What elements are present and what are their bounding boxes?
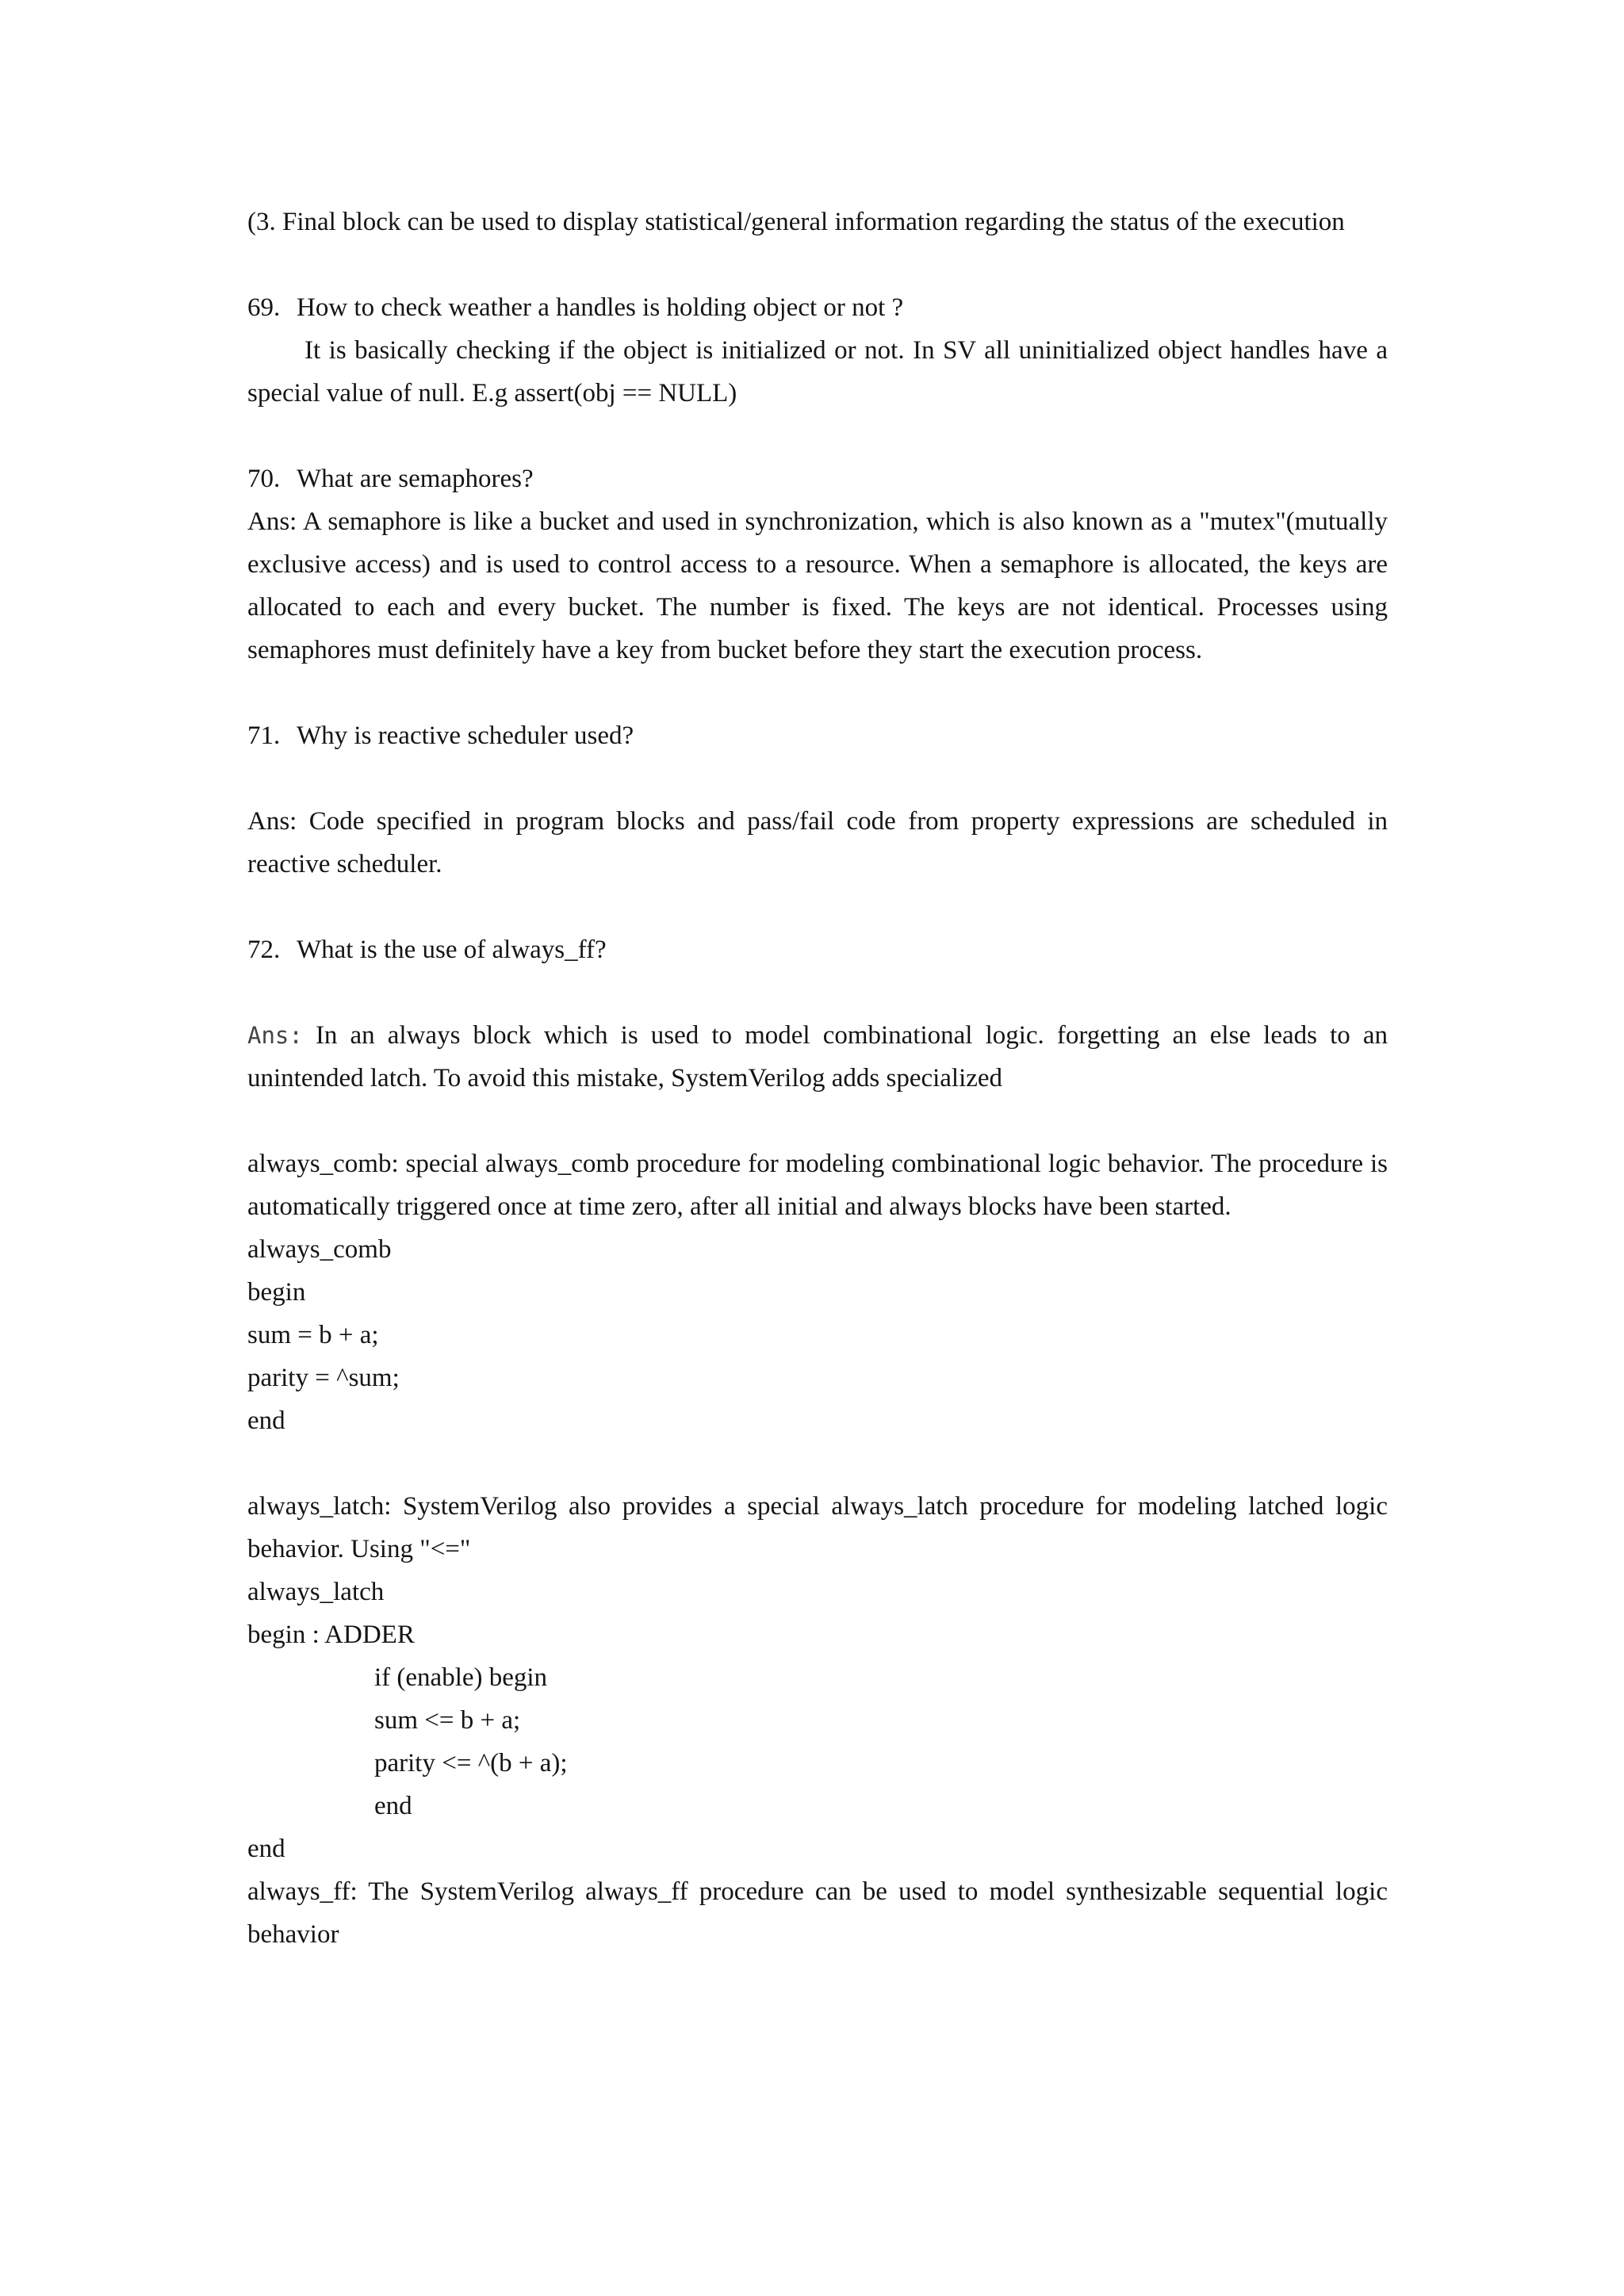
- spacer: [247, 243, 1388, 286]
- document-page: [247, 201, 1388, 1956]
- code-line: sum <= b + a;: [374, 1706, 521, 1735]
- question-text: What are semaphores?: [297, 465, 534, 493]
- spacer: [247, 971, 1388, 1014]
- code-line: end: [247, 1406, 285, 1435]
- spacer: [247, 1442, 1388, 1485]
- answer-70: Ans: A semaphore is like a bucket and used in synchronization, which is also known as a "mutex"(mutually exclusive access) and is used to control access to a resource. When a semaphore is allocated, the keys are allocated to each and every bucket. The number is fixed. The keys are not identical. Processes using semaphores must definitely have a key from bucket before they start the execution process.: [247, 507, 1388, 664]
- spacer: [247, 757, 1388, 800]
- question-69: [247, 286, 1388, 329]
- question-number: 71.: [247, 721, 281, 750]
- code-line: always_comb: [247, 1235, 392, 1264]
- answer-72: [247, 1014, 1388, 1100]
- question-number: 72.: [247, 936, 281, 964]
- code-line: parity <= ^(b + a);: [374, 1749, 568, 1777]
- question-text: How to check weather a handles is holding object or not ?: [297, 293, 904, 322]
- question-71: [247, 714, 1388, 757]
- answer-71: Ans: Code specified in program blocks and pass/fail code from property expressions are scheduled in reactive scheduler.: [247, 807, 1388, 878]
- question-70: [247, 457, 1388, 500]
- answer-text: In an always block which is used to model combinational logic. forgetting an else leads to an unintended latch. To avoid this mistake, SystemVerilog adds specialized: [247, 1021, 1388, 1093]
- code-line: sum = b + a;: [247, 1321, 379, 1349]
- code-line: if (enable) begin: [374, 1663, 548, 1692]
- spacer: [247, 672, 1388, 714]
- always-latch-description: always_latch: SystemVerilog also provides a special always_latch procedure for modeling latched logic behavior. Using "<=": [247, 1492, 1388, 1563]
- code-line: begin: [247, 1278, 306, 1307]
- ans-label: Ans:: [247, 1022, 303, 1049]
- code-line: begin : ADDER: [247, 1621, 415, 1649]
- code-line: parity = ^sum;: [247, 1364, 400, 1392]
- question-text: Why is reactive scheduler used?: [297, 721, 634, 750]
- always-comb-description: always_comb: special always_comb procedure for modeling combinational logic behavior. The procedure is automatically triggered once at time zero, after all initial and always blocks have been started.: [247, 1150, 1388, 1221]
- question-text: What is the use of always_ff?: [297, 936, 607, 964]
- spacer: [247, 886, 1388, 928]
- question-number: 70.: [247, 465, 281, 493]
- code-line: end: [374, 1792, 412, 1820]
- code-line: always_latch: [247, 1578, 385, 1606]
- answer-69: It is basically checking if the object is initialized or not. In SV all uninitialized object handles have a special value of null. E.g assert(obj == NULL): [247, 336, 1388, 408]
- spacer: [247, 415, 1388, 457]
- final-block-paragraph: (3. Final block can be used to display statistical/general information regarding the status of the execution: [247, 208, 1345, 236]
- always-ff-description: always_ff: The SystemVerilog always_ff procedure can be used to model synthesizable sequential logic behavior: [247, 1877, 1388, 1949]
- spacer: [247, 1100, 1388, 1142]
- question-number: 69.: [247, 293, 281, 322]
- question-72: [247, 928, 1388, 971]
- code-line: end: [247, 1835, 285, 1863]
